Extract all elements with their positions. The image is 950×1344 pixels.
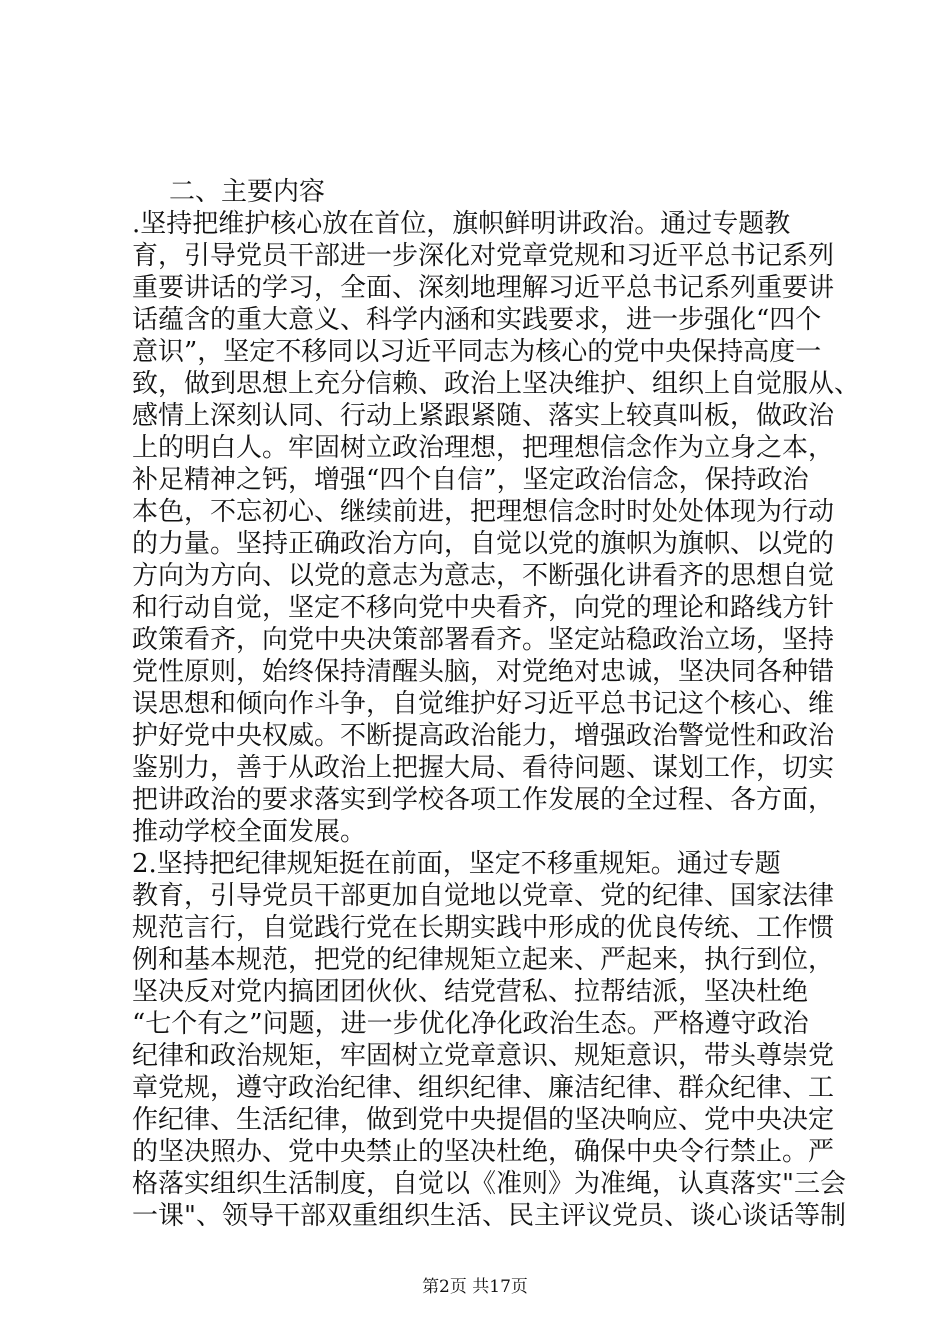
body-line: “七个有之”问题，进一步优化净化政治生态。严格遵守政治	[132, 1009, 809, 1039]
body-line: 育，引导党员干部进一步深化对党章党规和习近平总书记系列	[132, 241, 835, 271]
body-line: 鉴别力，善于从政治上把握大局、看待问题、谋划工作，切实	[132, 753, 835, 783]
body-line: 党性原则，始终保持清醒头脑，对党绝对忠诚，坚决同各种错	[132, 657, 835, 687]
body-line: 的力量。坚持正确政治方向，自觉以党的旗帜为旗帜、以党的	[132, 529, 835, 559]
body-line: 重要讲话的学习，全面、深刻地理解习近平总书记系列重要讲	[132, 273, 835, 303]
body-line: 致，做到思想上充分信赖、政治上坚决维护、组织上自觉服从、	[132, 369, 861, 399]
page-footer: 第2页 共17页	[422, 1277, 528, 1297]
body-line: 本色，不忘初心、继续前进，把理想信念时时处处体现为行动	[132, 497, 835, 527]
body-line: 误思想和倾向作斗争，自觉维护好习近平总书记这个核心、维	[132, 689, 835, 719]
body-line: 感情上深刻认同、行动上紧跟紧随、落实上较真叫板，做政治	[132, 401, 835, 431]
body-line: 章党规，遵守政治纪律、组织纪律、廉洁纪律、群众纪律、工	[132, 1073, 835, 1103]
body-line: 护好党中央权威。不断提高政治能力，增强政治警觉性和政治	[132, 721, 835, 751]
body-line: 作纪律、生活纪律，做到党中央提倡的坚决响应、党中央决定	[132, 1105, 835, 1135]
body-line: 补足精神之钙，增强“四个自信”，坚定政治信念，保持政治	[132, 465, 809, 495]
body-line: 一课"、领导干部双重组织生活、民主评议党员、谈心谈话等制	[132, 1201, 846, 1231]
body-line: 教育，引导党员干部更加自觉地以党章、党的纪律、国家法律	[132, 881, 835, 911]
body-line: 例和基本规范，把党的纪律规矩立起来、严起来，执行到位，	[132, 945, 835, 975]
body-line: 政策看齐，向党中央决策部署看齐。坚定站稳政治立场，坚持	[132, 625, 835, 655]
body-line: 的坚决照办、党中央禁止的坚决杜绝，确保中央令行禁止。严	[132, 1137, 835, 1167]
body-line: 把讲政治的要求落实到学校各项工作发展的全过程、各方面，	[132, 785, 835, 815]
body-line: 方向为方向、以党的意志为意志，不断强化讲看齐的思想自觉	[132, 561, 835, 591]
body-line: .坚持把维护核心放在首位，旗帜鲜明讲政治。通过专题教	[132, 209, 791, 239]
body-line: 上的明白人。牢固树立政治理想，把理想信念作为立身之本，	[132, 433, 835, 463]
body-line: 推动学校全面发展。	[132, 817, 367, 847]
body-line: 格落实组织生活制度，自觉以《准则》为准绳，认真落实"三会	[132, 1169, 846, 1199]
body-line: 话蕴含的重大意义、科学内涵和实践要求，进一步强化“四个	[132, 305, 822, 335]
section-heading: 二、主要内容	[169, 177, 326, 207]
body-line: 意识”，坚定不移同以习近平同志为核心的党中央保持高度一	[132, 337, 822, 367]
body-line: 规范言行，自觉践行党在长期实践中形成的优良传统、工作惯	[132, 913, 835, 943]
body-line: 纪律和政治规矩，牢固树立党章意识、规矩意识，带头尊崇党	[132, 1041, 835, 1071]
body-line: 坚决反对党内搞团团伙伙、结党营私、拉帮结派，坚决杜绝	[132, 977, 809, 1007]
body-line: 和行动自觉，坚定不移向党中央看齐，向党的理论和路线方针	[132, 593, 835, 623]
body-line: 2.坚持把纪律规矩挺在前面，坚定不移重规矩。通过专题	[132, 849, 781, 879]
